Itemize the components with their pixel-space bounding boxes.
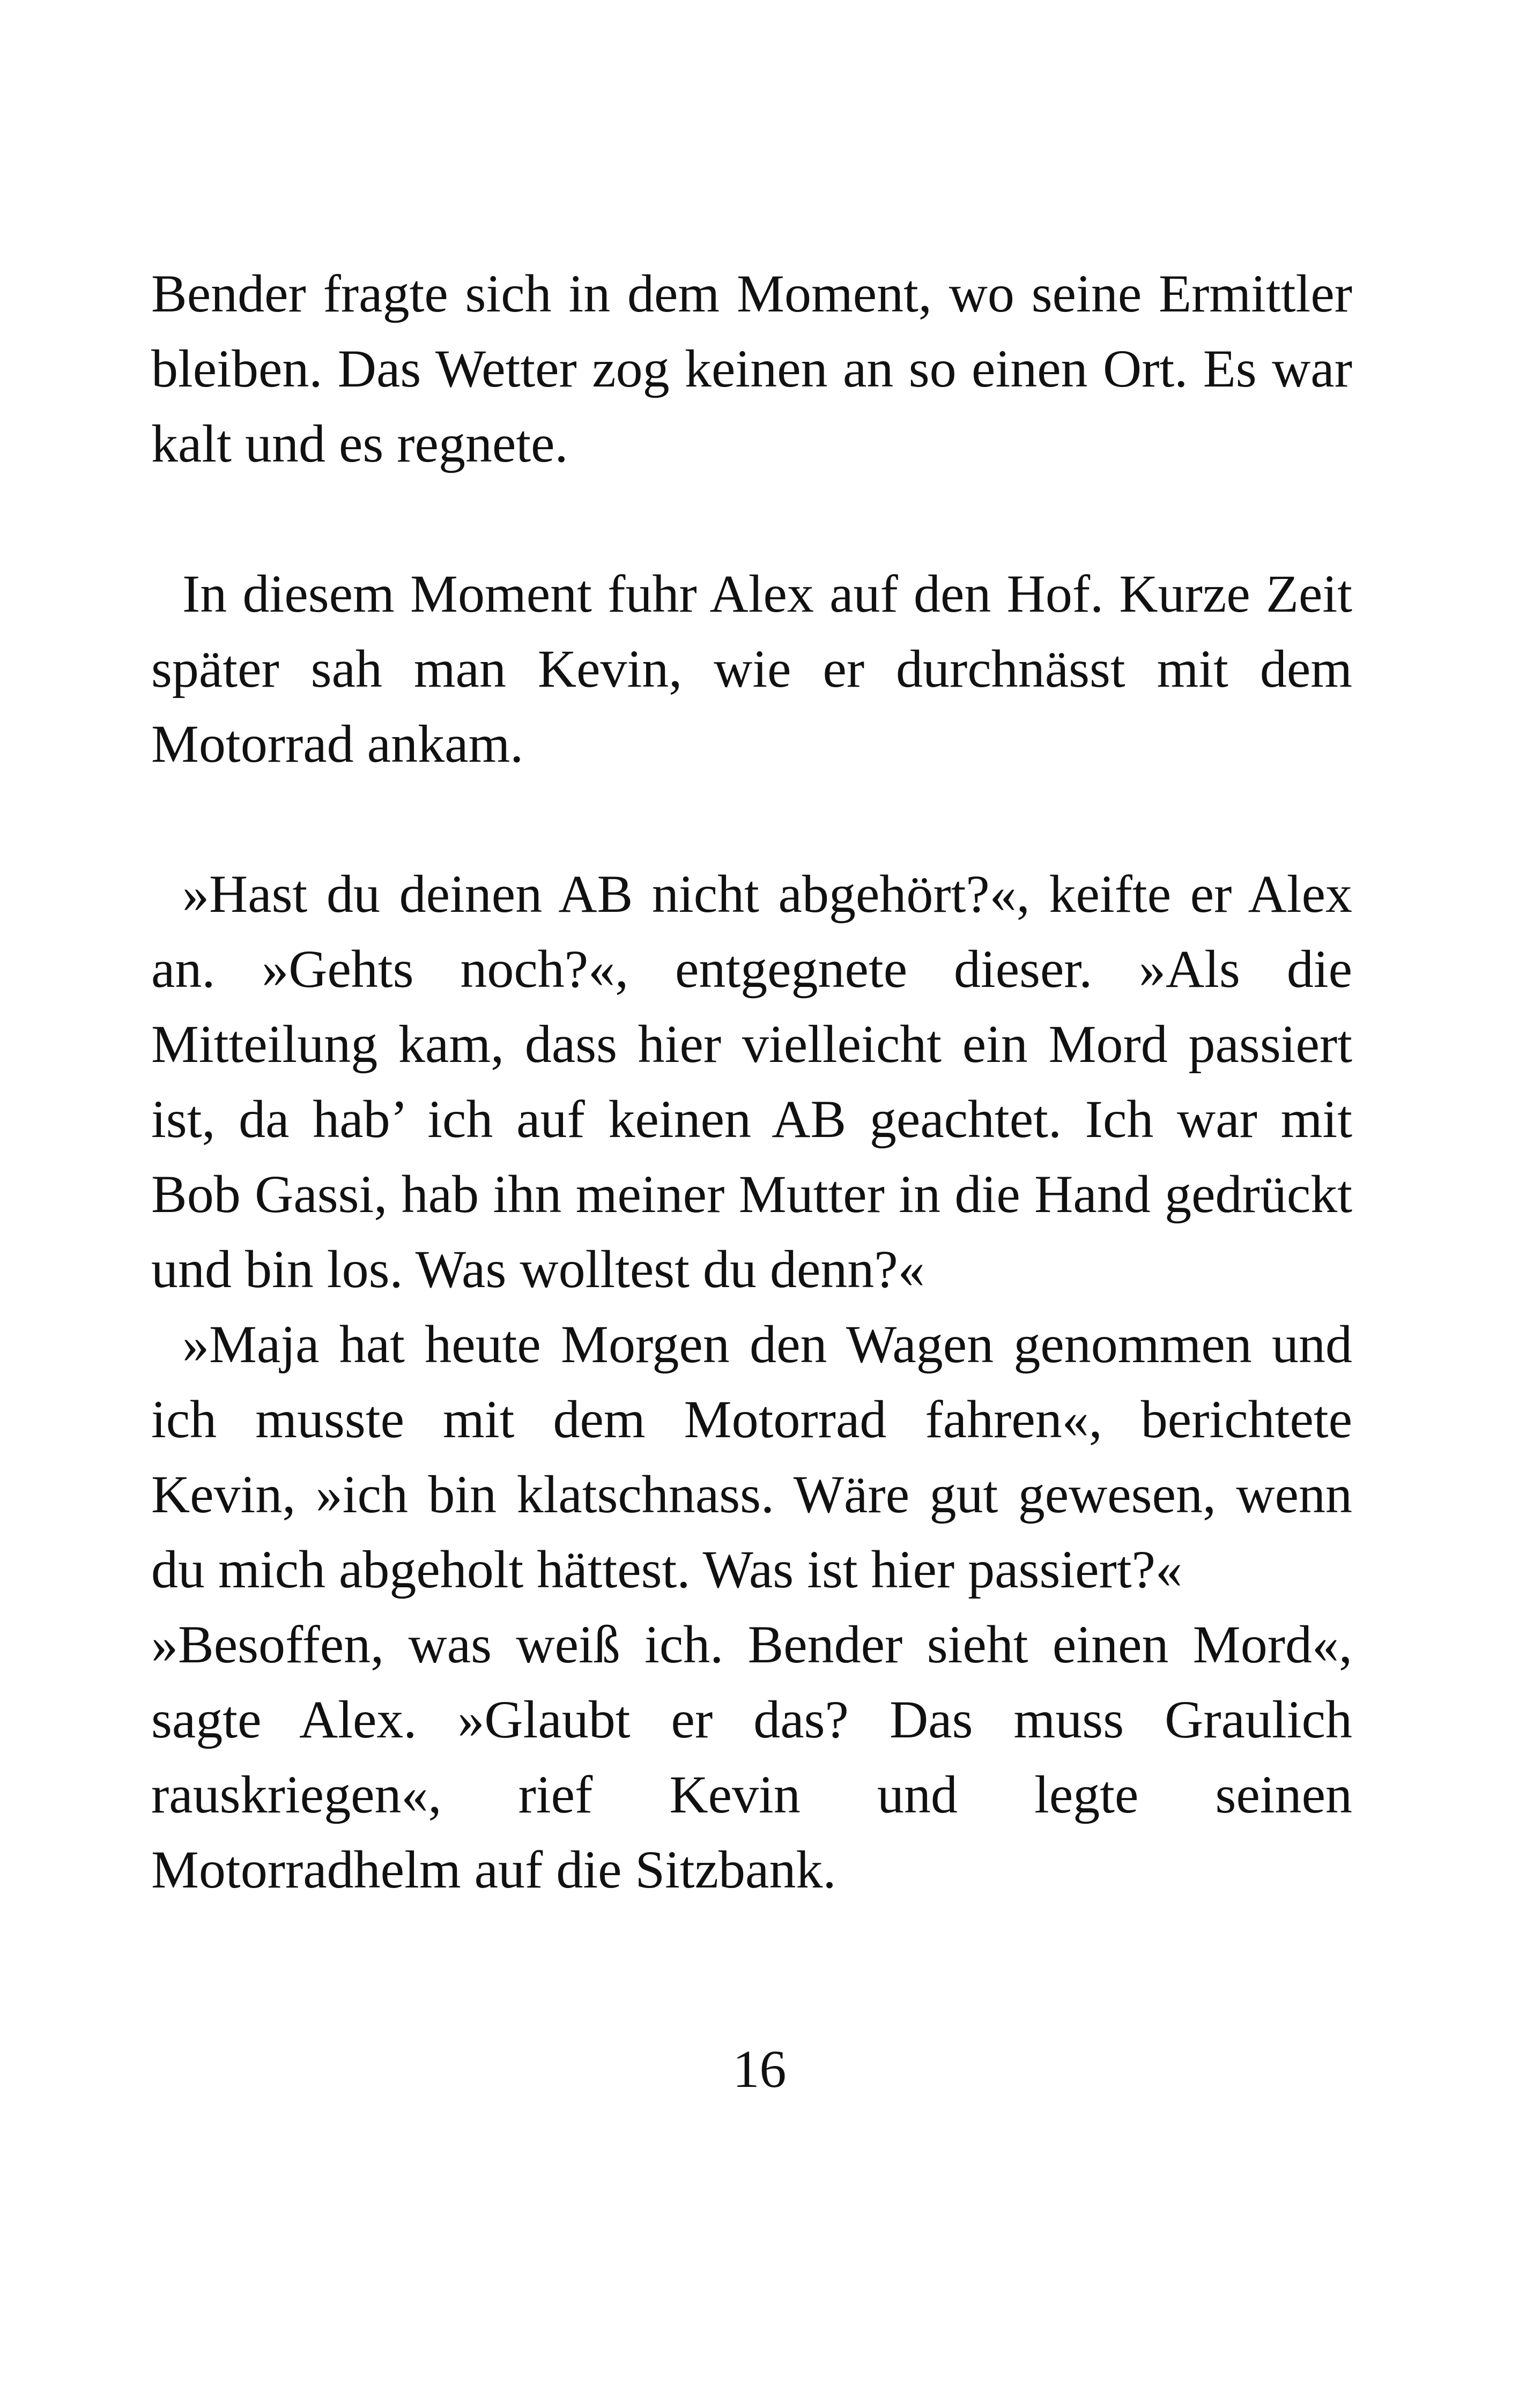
paragraph-5: »Besoffen, was weiß ich. Bender sieht einen Mord«, sagte Alex. »Glaubt er das? Das muss Graulich rauskriegen«, rief Kevin und legte seinen Motorradhelm auf die Sitzbank. [151,1615,1352,1899]
paragraph-3: »Hast du deinen AB nicht abgehört?«, keifte er Alex an. »Gehts noch?«, entgegnete dieser. »Als die Mitteilung kam, dass hier vielleicht ein Mord passiert ist, da hab’ ich auf keinen AB geachtet. Ich war mit Bob Gassi, hab ihn meiner Mutter in die Hand gedrückt und bin los. Was wolltest du denn?« [151,864,1352,1299]
paragraph-4: »Maja hat heute Morgen den Wagen genommen und ich musste mit dem Motorrad fahren«, berichtete Kevin, »ich bin klatschnass. Wäre gut gewesen, wenn du mich abgeholt hättest. Was ist hier passiert?« [151,1314,1352,1599]
paragraph-1: Bender fragte sich in dem Moment, wo seine Ermittler bleiben. Das Wetter zog keinen an so einen Ort. Es war kalt und es regnete. [151,264,1352,473]
page-number: 16 [732,2039,787,2099]
body-text [151,256,1352,1907]
paragraph-2: In diesem Moment fuhr Alex auf den Hof. Kurze Zeit später sah man Kevin, wie er durchnässt mit dem Motorrad ankam. [151,564,1352,774]
